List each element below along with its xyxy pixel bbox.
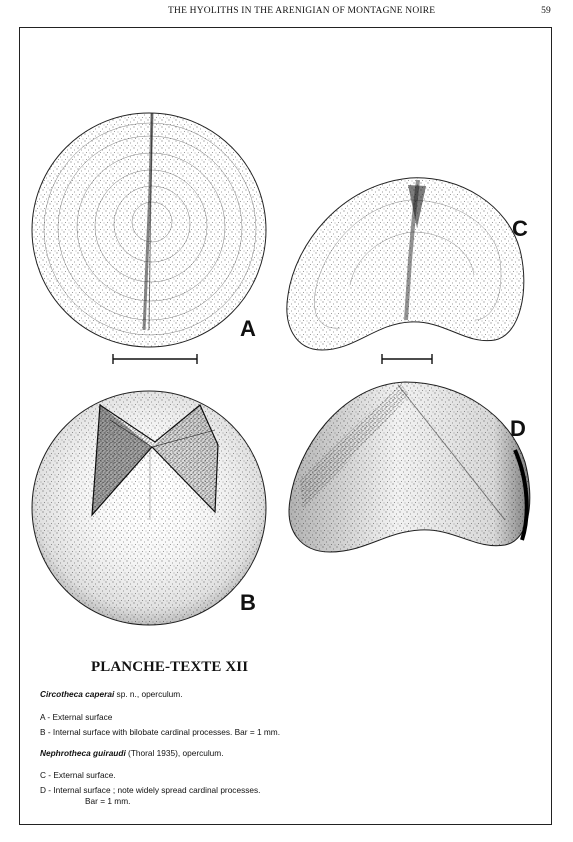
- caption-item-c: C - External surface.: [40, 770, 116, 780]
- species-2-rest: (Thoral 1935), operculum.: [125, 748, 224, 758]
- caption-item-b: B - Internal surface with bilobate cardinal processes. Bar = 1 mm.: [40, 727, 281, 737]
- figure-c-drawing: [287, 178, 524, 350]
- running-title: THE HYOLITHS IN THE ARENIGIAN OF MONTAGNE NOIRE: [168, 6, 436, 16]
- species-1-name: Circotheca caperai: [40, 689, 115, 699]
- figure-label-d: D: [510, 416, 526, 441]
- scale-bar-cd: [382, 354, 432, 364]
- caption-item-d: D - Internal surface ; note widely spread cardinal processes.: [40, 785, 261, 795]
- species-2-name: Nephrotheca guiraudi: [40, 748, 126, 758]
- caption-item-d-bar: Bar = 1 mm.: [85, 796, 131, 806]
- plate-title: PLANCHE-TEXTE XII: [91, 659, 249, 675]
- caption-species-1: [40, 690, 183, 700]
- figure-label-c: C: [512, 216, 528, 241]
- figure-b-drawing: [32, 391, 266, 625]
- figure-label-b: B: [240, 590, 256, 615]
- caption-species-2: [40, 749, 224, 759]
- page-number: 59: [541, 6, 551, 16]
- figure-label-a: A: [240, 316, 256, 341]
- scale-bar-ab: [113, 354, 197, 364]
- figure-a-drawing: [32, 113, 266, 347]
- figure-d-drawing: [289, 382, 530, 552]
- caption-item-a: A - External surface: [40, 712, 113, 722]
- species-1-rest: sp. n., operculum.: [114, 689, 183, 699]
